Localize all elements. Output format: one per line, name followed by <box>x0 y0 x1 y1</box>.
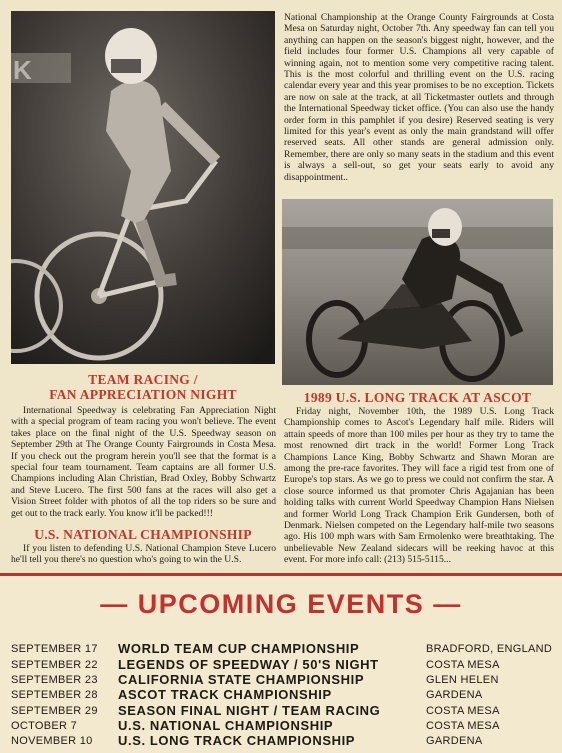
event-name: CALIFORNIA STATE CHAMPIONSHIP <box>118 672 365 687</box>
national-text-start: If you listen to defending U.S. National Champion Steve Lucero he'll tell you there's no question who's going to win the U.S. <box>11 543 276 566</box>
long-track-rider-photo <box>282 199 553 385</box>
event-date: OCTOBER 7 <box>11 720 78 732</box>
svg-text:K: K <box>13 55 32 85</box>
long-track-heading: 1989 U.S. LONG TRACK AT ASCOT <box>303 390 532 405</box>
event-row <box>0 688 562 704</box>
upcoming-events-panel <box>0 573 562 753</box>
event-name: LEGENDS OF SPEEDWAY / 50'S NIGHT <box>118 657 379 672</box>
national-heading: U.S. NATIONAL CHAMPIONSHIP <box>34 527 252 542</box>
upcoming-events-title: — UPCOMING EVENTS — <box>100 589 462 619</box>
long-track-text: Friday night, November 10th, the 1989 U.S. Long Track Championship comes to Ascot's Legendary half mile. Riders will attain speeds of more than 100 miles per hour as they try to tame the most renowned dirt track in the world! Former Long Track Champions Lance King, Bobby Schwartz and Shawn Moran are among the pre-race favorites. They will face a rigid test from one of Europe's top stars. As we go to press we could not confirm the star. A close source informed us that promoter Chris Agajanian has been holding talks with current World Speedway Champion Hans Nielsen and former World Long Track Champion Erik Gundersen, both of Denmark. Nielsen competed on the Legendary half-mile two seasons ago. His 100 mph wars with Sam Ermolenko were breathtaking. The unbelievable New Zealand sidecars will be reeking havoc at this event. For more info call: (213) 515-5115... <box>284 406 554 566</box>
event-row <box>0 734 562 750</box>
event-date: SEPTEMBER 23 <box>11 674 98 686</box>
team-racing-heading-line1: TEAM RACING / <box>88 372 198 387</box>
event-location: GLEN HELEN <box>426 674 499 686</box>
event-name: U.S. NATIONAL CHAMPIONSHIP <box>118 718 334 733</box>
event-name: U.S. LONG TRACK CHAMPIONSHIP <box>118 733 356 748</box>
event-name: SEASON FINAL NIGHT / TEAM RACING <box>118 703 381 718</box>
team-racing-heading <box>11 372 275 402</box>
event-location: COSTA MESA <box>426 659 500 671</box>
event-location: GARDENA <box>426 735 483 747</box>
event-location: COSTA MESA <box>426 720 500 732</box>
event-location: GARDENA <box>426 689 483 701</box>
team-racing-heading-line2: FAN APPRECIATION NIGHT <box>49 387 237 402</box>
team-racing-text: International Speedway is celebrating Fan Appreciation Night with a special program of team racing you won't believe. The event takes place on the final night of the U.S. Speedway season on September 29th at The Orange County Fairgrounds in Costa Mesa. If you check out the program herein you'll see that the format is a special four team tournament. Team captains are all former U.S. Champions including Alan Christian, Brad Oxley, Bobby Schwartz and Steve Lucero. The first 500 fans at the races will also get a Vision Street folder with photos of all the top riders so be sure and get out to the track early. You know it'll be packed!!! <box>11 405 276 519</box>
event-name: WORLD TEAM CUP CHAMPIONSHIP <box>118 641 360 656</box>
event-row <box>0 642 562 658</box>
event-date: NOVEMBER 10 <box>11 735 93 747</box>
event-location: BRADFORD, ENGLAND <box>426 643 553 655</box>
event-name: ASCOT TRACK CHAMPIONSHIP <box>118 687 332 702</box>
event-date: SEPTEMBER 28 <box>11 689 98 701</box>
national-continued-text: National Championship at the Orange County Fairgrounds at Costa Mesa on Saturday night, October 7th. Any speedway fan can tell you anything can happen on the season's biggest night, however, and the field includes four former U.S. Champions all very capable of winning again, not to mention some very competitive racing talent. This is the most colorful and thrilling event on the U.S. racing calendar every year and this year promises to be no exception. Tickets are now on sale at the track, at all Ticketmaster outlets and through the International Speedway ticket office. (You can also use the handy order form in this pamphlet if you desire) Reserved seating is very limited for this year's event as only the main grandstand will offer reserved seats. All other stands are general admission only. Remember, there are only so many seats in the stadium and this event is always a sell-out, so get your seats early to avoid any disappointment.. <box>284 12 554 183</box>
speedway-rider-photo <box>11 11 275 364</box>
event-date: SEPTEMBER 29 <box>11 705 98 717</box>
event-location: COSTA MESA <box>426 705 500 717</box>
event-date: SEPTEMBER 17 <box>11 643 98 655</box>
event-date: SEPTEMBER 22 <box>11 659 98 671</box>
